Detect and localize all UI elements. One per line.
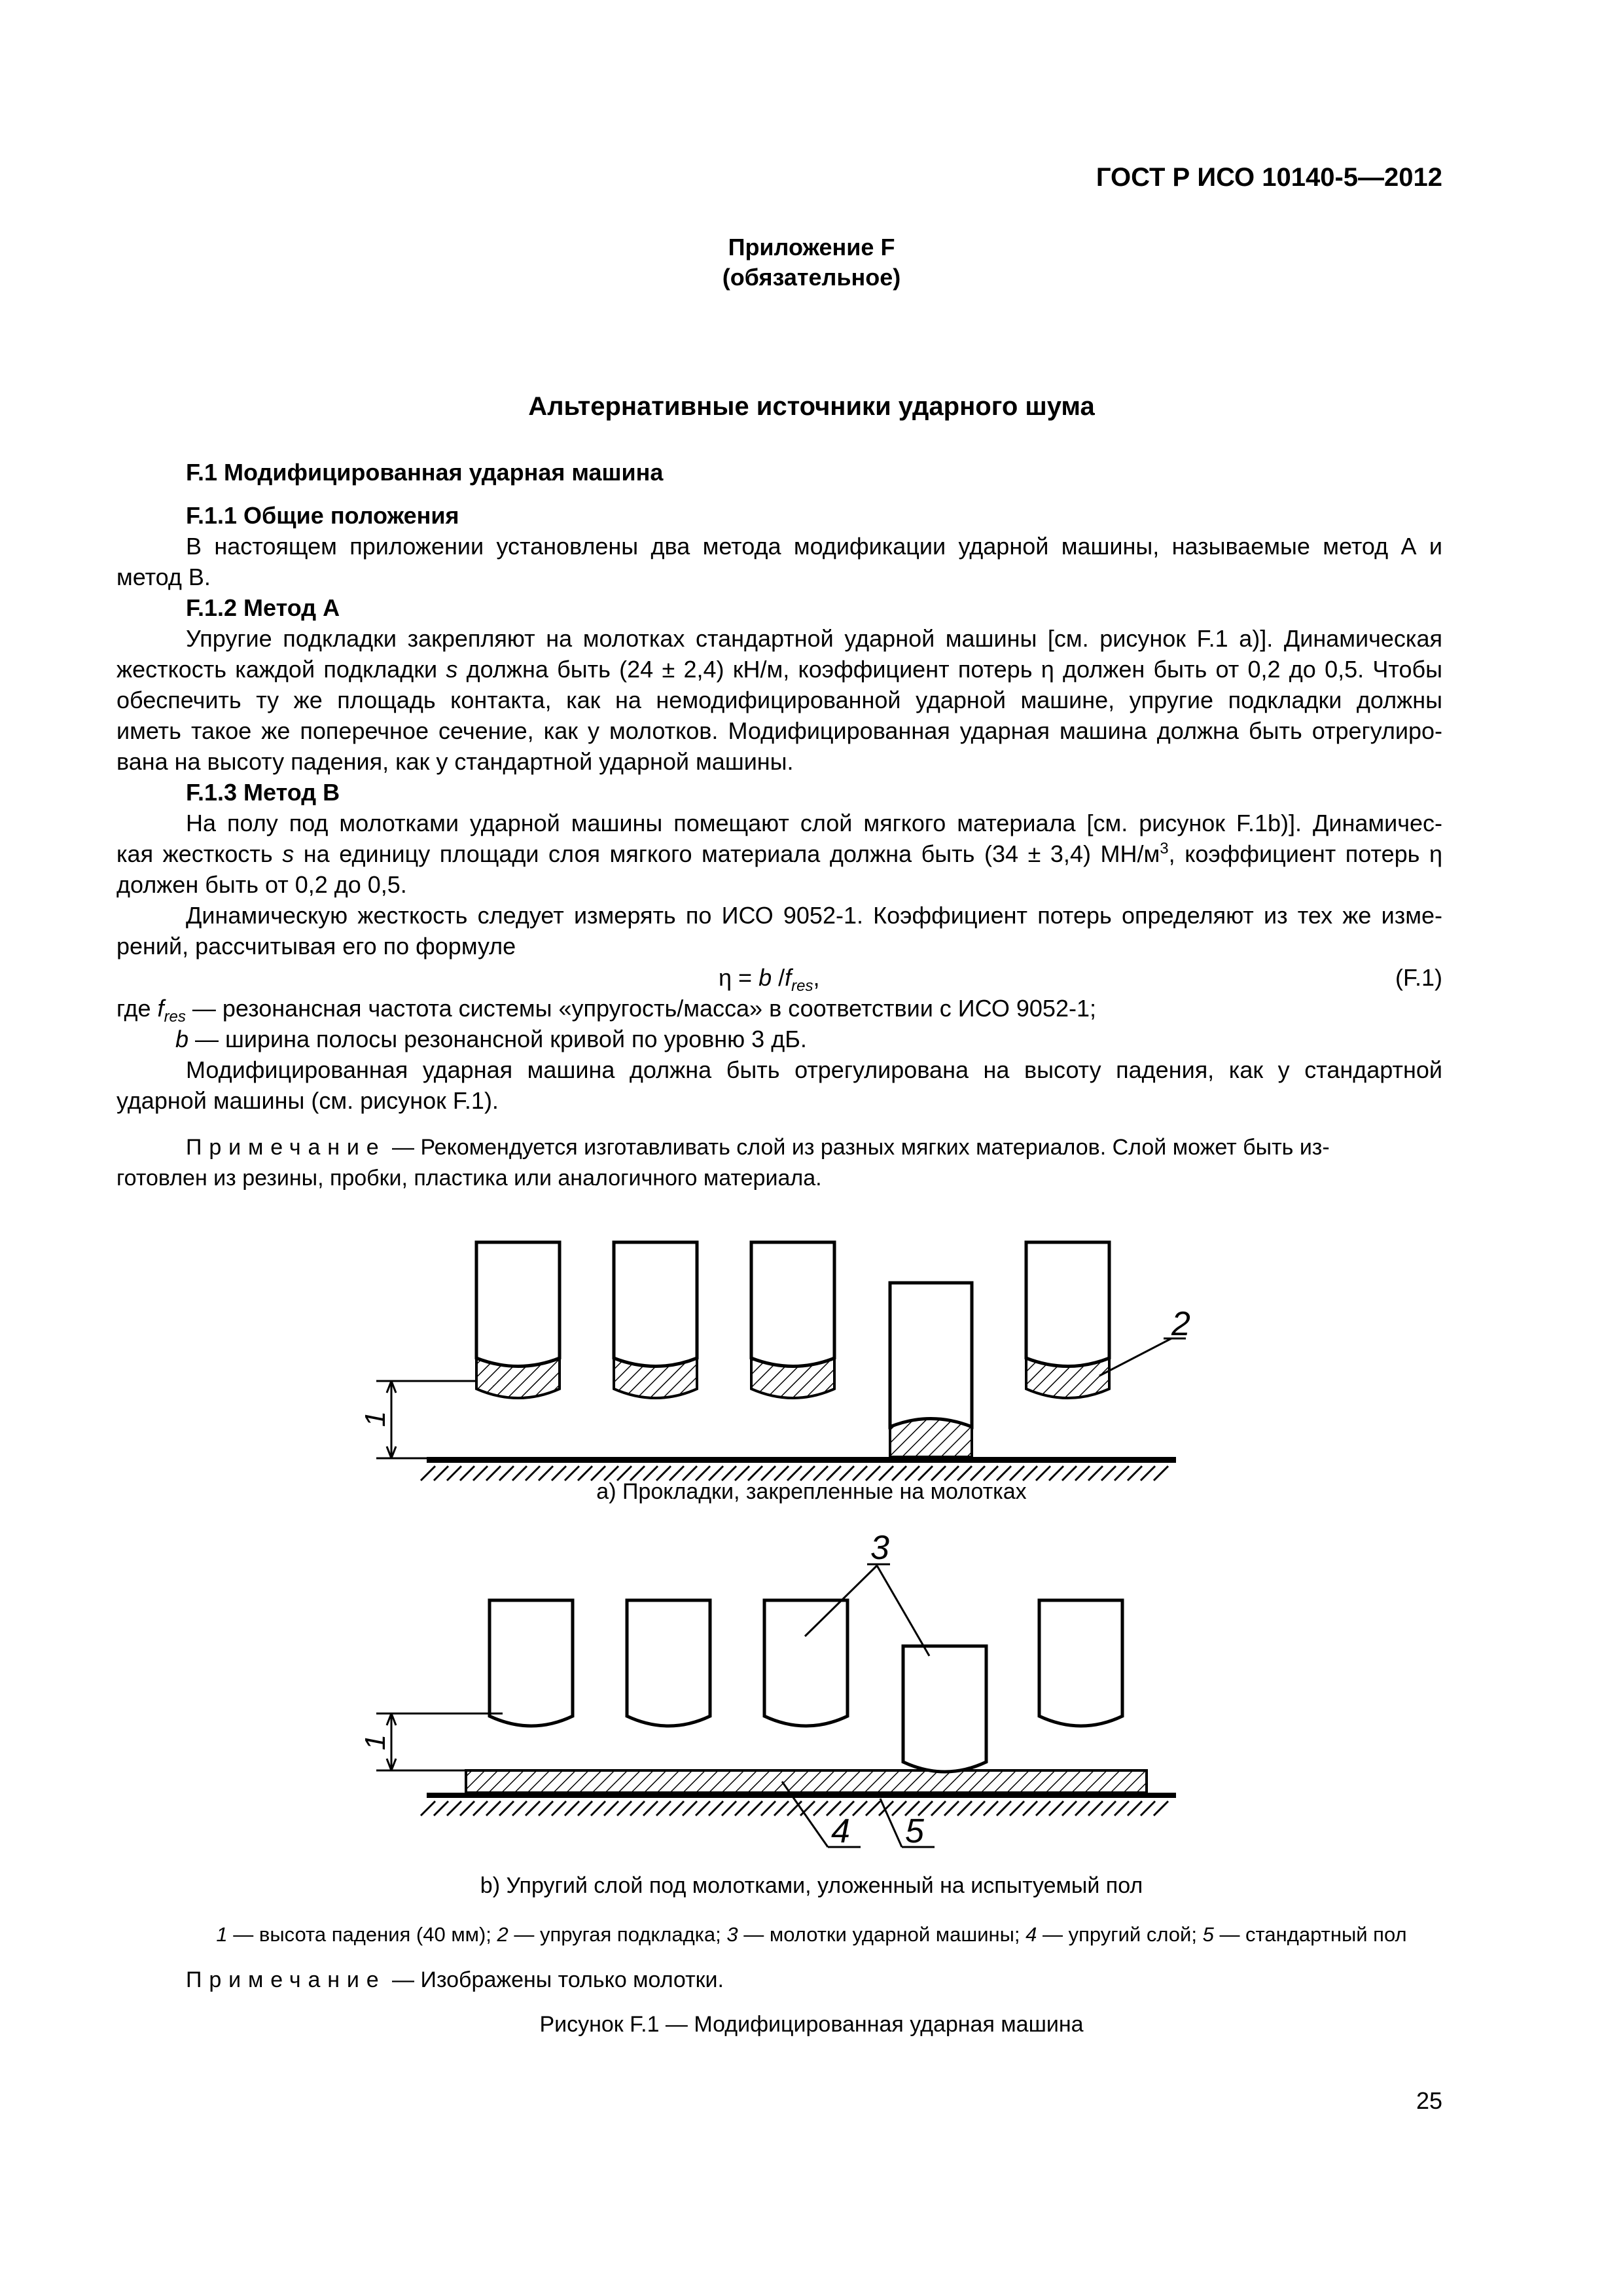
text-span: — ширина полосы резонансной кривой по уровню 3 дБ. xyxy=(188,1026,807,1052)
figure-legend xyxy=(0,1919,1623,1950)
label-4: 4 xyxy=(831,1812,850,1850)
text-span: , xyxy=(813,964,820,991)
hammer xyxy=(614,1242,697,1398)
paragraph-line: должен быть от 0,2 до 0,5. xyxy=(116,871,407,898)
annex-title: Приложение F xyxy=(728,234,895,260)
subscript: res xyxy=(791,977,813,996)
note-label: Примечание xyxy=(186,1967,386,1992)
drop-height-dimension xyxy=(376,1713,503,1770)
hammer xyxy=(490,1600,573,1726)
annex-status: (обязательное) xyxy=(722,264,901,291)
legend-number: 1 xyxy=(216,1923,228,1946)
legend-text: — стандартный пол xyxy=(1213,1923,1407,1946)
legend-text: — упругий слой; xyxy=(1037,1923,1203,1946)
paragraph-line: обеспечить ту же площадь контакта, как на немодифицированной ударной машине, упругие подкладки должны xyxy=(116,687,1442,713)
figure-note xyxy=(186,1965,1442,1996)
formula-number: (F.1) xyxy=(1395,964,1442,991)
legend-text: — высота падения (40 мм); xyxy=(227,1923,497,1946)
label-1: 1 xyxy=(359,1734,391,1751)
hammer xyxy=(1039,1600,1122,1726)
hammer xyxy=(1026,1242,1109,1398)
text-span: должна быть (24 ± 2,4) кН/м, коэффициент потерь η должен быть от 0,2 до 0,5. Чтобы xyxy=(457,656,1443,683)
legend-number: 5 xyxy=(1202,1923,1214,1946)
legend-number: 4 xyxy=(1026,1923,1037,1946)
figure-title: Рисунок F.1 — Модифицированная ударная машина xyxy=(539,2012,1084,2037)
label-2: 2 xyxy=(1171,1305,1190,1343)
section-f11-heading: F.1.1 Общие положения xyxy=(186,502,459,529)
paragraph-line: На полу под молотками ударной машины помещают слой мягкого материала [см. рисунок F.1b)]. Динамичес- xyxy=(186,810,1442,836)
resilient-layer xyxy=(466,1770,1147,1793)
symbol-s: s xyxy=(282,840,294,867)
text-span: η = xyxy=(719,964,759,991)
section-f1-heading: F.1 Модифицированная ударная машина xyxy=(186,459,664,486)
symbol-b: b xyxy=(175,1026,189,1052)
paragraph-line: рений, рассчитывая его по формуле xyxy=(116,933,516,960)
label-3: 3 xyxy=(870,1529,889,1567)
legend-number: 3 xyxy=(726,1923,738,1946)
document-code: ГОСТ Р ИСО 10140-5—2012 xyxy=(1096,163,1442,192)
note-label: Примечание xyxy=(186,1135,386,1160)
hammer-striking xyxy=(903,1646,986,1772)
figure-caption-a: а) Прокладки, закрепленные на молотках xyxy=(596,1479,1027,1504)
text-span: — резонансная частота системы «упругость/масса» в соответствии с ИСО 9052-1; xyxy=(185,995,1096,1022)
symbol-f: f xyxy=(785,964,792,991)
symbol-f: f xyxy=(157,995,164,1022)
paragraph-line: метод В. xyxy=(116,564,211,590)
paragraph-line: Динамическую жесткость следует измерять по ИСО 9052-1. Коэффициент потерь определяют из тех же изме- xyxy=(186,902,1442,929)
note-text: — Изображены только молотки. xyxy=(385,1967,724,1992)
note-line: готовлен из резины, пробки, пластика или аналогичного материала. xyxy=(116,1166,822,1191)
label-1: 1 xyxy=(359,1410,391,1427)
legend-number: 2 xyxy=(497,1923,508,1946)
hammer xyxy=(476,1242,560,1398)
paragraph-line: вана на высоту падения, как у стандартной ударной машины. xyxy=(116,748,794,775)
text-span: кая жесткость xyxy=(116,840,283,867)
paragraph-line: иметь такое же поперечное сечение, как у молотков. Модифицированная ударная машина должна быть отрегулиро- xyxy=(116,717,1442,744)
annex-heading: Альтернативные источники ударного шума xyxy=(528,392,1095,421)
page-number: 25 xyxy=(1416,2087,1442,2114)
hammer xyxy=(627,1600,710,1726)
floor-line xyxy=(427,1793,1176,1798)
paragraph-line: Модифицированная ударная машина должна быть отрегулирована на высоту падения, как у стандартной xyxy=(186,1056,1442,1083)
hammer-striking xyxy=(890,1283,972,1457)
floor-line xyxy=(427,1457,1176,1463)
text-span: , коэффициент потерь η xyxy=(1168,840,1442,867)
label-5: 5 xyxy=(905,1812,924,1850)
ground-hatch xyxy=(421,1801,1168,1816)
note-text: — Рекомендуется изготавливать слой из разных мягких материалов. Слой может быть из- xyxy=(385,1135,1330,1160)
hammer xyxy=(764,1600,847,1726)
paragraph-line: Упругие подкладки закрепляют на молотках стандартной ударной машины [см. рисунок F.1 а)]. Динамическая xyxy=(186,625,1442,652)
section-f12-heading: F.1.2 Метод А xyxy=(186,594,340,621)
text-span: где xyxy=(116,995,158,1022)
subscript: res xyxy=(164,1008,186,1026)
legend-text: — упругая подкладка; xyxy=(508,1923,727,1946)
symbol-b: b xyxy=(758,964,772,991)
section-f13-heading: F.1.3 Метод В xyxy=(186,779,340,806)
symbol-s: s xyxy=(446,656,458,683)
diagram-b xyxy=(359,1529,1176,1850)
figure-caption-b: b) Упругий слой под молотками, уложенный на испытуемый пол xyxy=(480,1873,1143,1898)
paragraph-line: ударной машины (см. рисунок F.1). xyxy=(116,1087,499,1114)
text-span: / xyxy=(772,964,785,991)
text-span: на единицу площади слоя мягкого материала должна быть (34 ± 3,4) МН/м xyxy=(294,840,1160,867)
text-span: жесткость каждой подкладки xyxy=(116,656,446,683)
legend-text: — молотки ударной машины; xyxy=(738,1923,1026,1946)
paragraph-line: В настоящем приложении установлены два метода модификации ударной машины, называемые метод А и xyxy=(186,533,1442,560)
diagram-a xyxy=(359,1242,1190,1480)
hammer xyxy=(751,1242,834,1398)
superscript: 3 xyxy=(1160,840,1169,857)
